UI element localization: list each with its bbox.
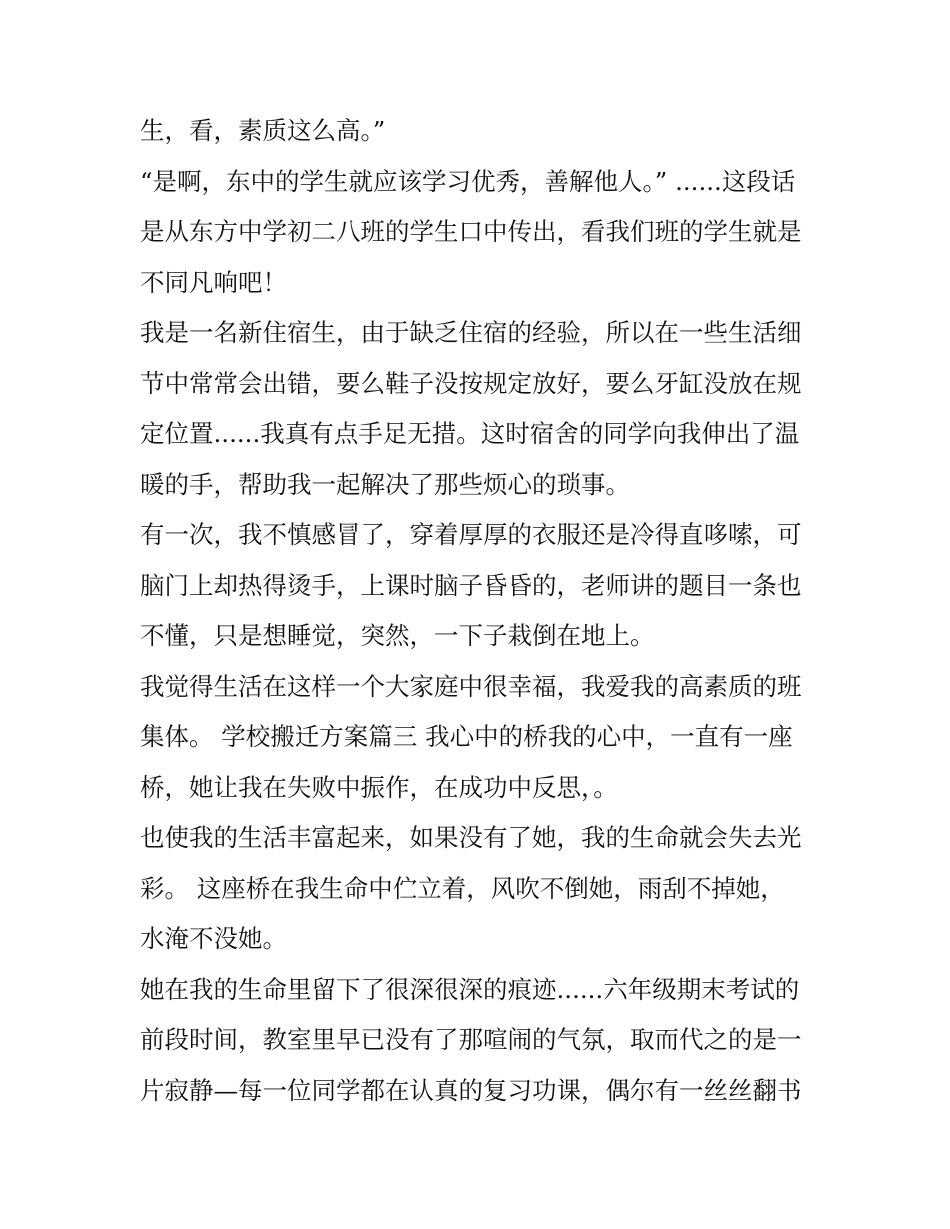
text-line: 水淹不没她。 [140, 924, 287, 953]
text-line: 也使我的生活丰富起来，如果没有了她，我的生命就会失去光 [140, 823, 802, 852]
text-line: 桥，她让我在失败中振作，在成功中反思，。 [140, 772, 618, 802]
text-line: 我是一名新住宿生，由于缺乏住宿的经验，所以在一些生活细 [140, 318, 802, 347]
text-line: 片寂静—每一位同学都在认真的复习功课，偶尔有一丝丝翻书 [140, 1075, 802, 1105]
text-line: 有一次，我不慎感冒了，穿着厚厚的衣服还是冷得直哆嗦，可 [140, 520, 802, 549]
text-line: 脑门上却热得烫手，上课时脑子昏昏的，老师讲的题目一条也 [140, 570, 802, 600]
text-line: 暖的手，帮助我一起解决了那些烦心的琐事。 [140, 469, 630, 499]
text-line: 不同凡响吧！ [140, 267, 287, 297]
text-line: 我觉得生活在这样一个大家庭中很幸福，我爱我的高素质的班 [140, 671, 802, 701]
text-line: 前段时间，教室里早已没有了那喧闹的气氛，取而代之的是一 [140, 1025, 802, 1054]
text-line: 彩。 这座桥在我生命中伫立着，风吹不倒她，雨刮不掉她， [140, 873, 785, 903]
text-line: 集体。 学校搬迁方案篇三 我心中的桥我的心中，一直有一座 [140, 722, 793, 751]
text-line: 生，看，素质这么高。” [140, 116, 386, 145]
text-line: 节中常常会出错，要么鞋子没按规定放好，要么牙缸没放在规 [140, 368, 802, 398]
text-line: 她在我的生命里留下了很深很深的痕迹......六年级期末考试的 [140, 974, 800, 1004]
text-line: 是从东方中学初二八班的学生口中传出，看我们班的学生就是 [140, 217, 802, 246]
text-line: 定位置......我真有点手足无措。这时宿舍的同学向我伸出了温 [140, 419, 800, 448]
text-line: “是啊，东中的学生就应该学习优秀，善解他人。” ......这段话 [140, 166, 796, 196]
document-body [140, 106, 830, 1116]
text-line: 不懂，只是想睡觉，突然，一下子栽倒在地上。 [140, 621, 655, 650]
